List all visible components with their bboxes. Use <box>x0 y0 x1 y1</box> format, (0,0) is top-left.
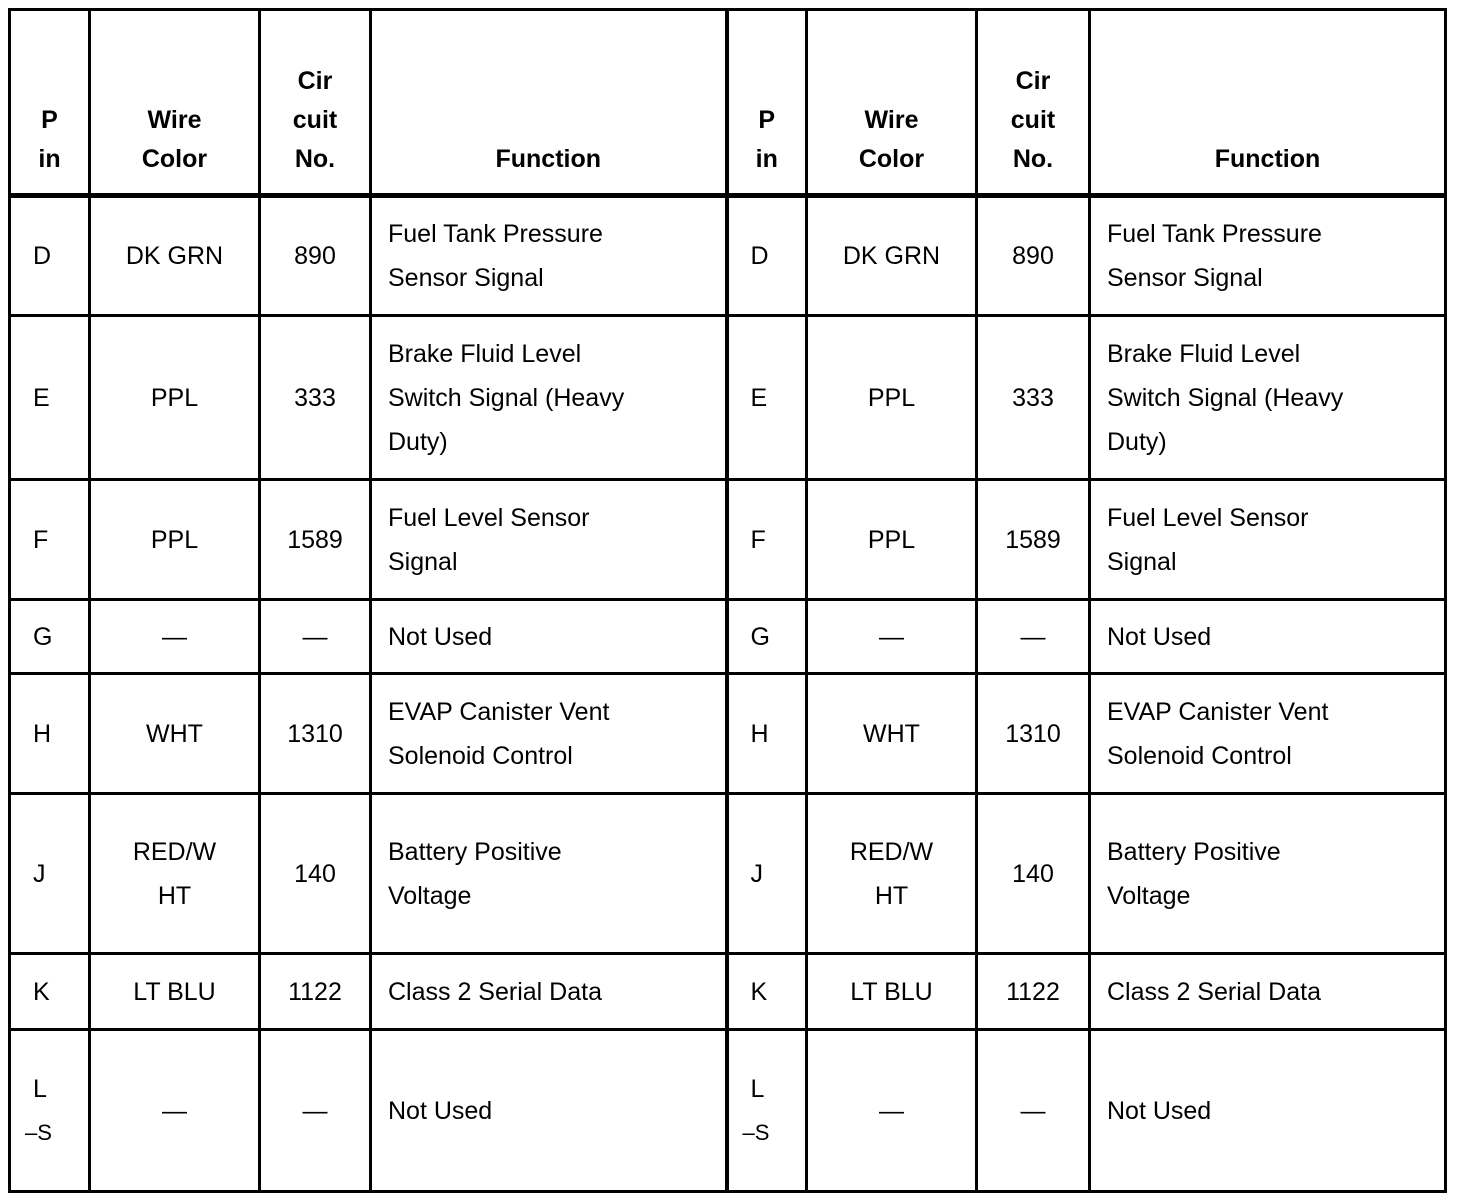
function-cell-2: EVAP Canister Vent Solenoid Control <box>1090 674 1446 794</box>
wire-color-cell: LT BLU <box>90 954 260 1030</box>
header-function: Function <box>371 10 727 196</box>
wire-color-cell-2: — <box>807 600 977 674</box>
header-wire-color: Wire Color <box>90 10 260 196</box>
header-pin: P in <box>10 10 90 196</box>
pin-cell: E <box>10 316 90 480</box>
table-row <box>10 794 1446 954</box>
table-row <box>10 196 1446 316</box>
function-cell-2: Not Used <box>1090 600 1446 674</box>
wire-color-cell: — <box>90 1030 260 1192</box>
pin-cell: L –S <box>10 1030 90 1192</box>
circuit-no-cell: — <box>260 1030 371 1192</box>
header-pin-2: P in <box>727 10 807 196</box>
circuit-no-cell-2: 1122 <box>977 954 1090 1030</box>
pin-table <box>8 8 1447 1193</box>
wire-color-cell-2: PPL <box>807 480 977 600</box>
wire-color-cell-2: RED/W HT <box>807 794 977 954</box>
pin-cell-2: L –S <box>727 1030 807 1192</box>
table-row <box>10 600 1446 674</box>
function-cell-2: Brake Fluid Level Switch Signal (Heavy Duty) <box>1090 316 1446 480</box>
circuit-no-cell: 890 <box>260 196 371 316</box>
pin-cell: K <box>10 954 90 1030</box>
header-circuit-no-2: Cir cuit No. <box>977 10 1090 196</box>
circuit-no-cell: 1589 <box>260 480 371 600</box>
table-row <box>10 954 1446 1030</box>
pin-cell-2: G <box>727 600 807 674</box>
table-row <box>10 480 1446 600</box>
header-circuit-no: Cir cuit No. <box>260 10 371 196</box>
wire-color-cell-2: DK GRN <box>807 196 977 316</box>
function-cell-2: Battery Positive Voltage <box>1090 794 1446 954</box>
pin-cell-2: F <box>727 480 807 600</box>
wire-color-cell: DK GRN <box>90 196 260 316</box>
circuit-no-cell: 140 <box>260 794 371 954</box>
function-cell: Brake Fluid Level Switch Signal (Heavy Duty) <box>371 316 727 480</box>
function-cell: Fuel Tank Pressure Sensor Signal <box>371 196 727 316</box>
function-cell-2: Fuel Level Sensor Signal <box>1090 480 1446 600</box>
function-cell: Class 2 Serial Data <box>371 954 727 1030</box>
circuit-no-cell: 1310 <box>260 674 371 794</box>
wire-color-cell: WHT <box>90 674 260 794</box>
table-row <box>10 316 1446 480</box>
circuit-no-cell-2: 1589 <box>977 480 1090 600</box>
table-row <box>10 1030 1446 1192</box>
pin-cell-2: H <box>727 674 807 794</box>
function-cell-2: Not Used <box>1090 1030 1446 1192</box>
function-cell: Not Used <box>371 600 727 674</box>
pin-cell: J <box>10 794 90 954</box>
circuit-no-cell-2: — <box>977 1030 1090 1192</box>
circuit-no-cell-2: 140 <box>977 794 1090 954</box>
header-wire-color-2: Wire Color <box>807 10 977 196</box>
function-cell: Fuel Level Sensor Signal <box>371 480 727 600</box>
pin-cell-2: D <box>727 196 807 316</box>
pin-cell: D <box>10 196 90 316</box>
header-row <box>10 10 1446 196</box>
wire-color-cell-2: LT BLU <box>807 954 977 1030</box>
wire-color-cell: RED/W HT <box>90 794 260 954</box>
circuit-no-cell-2: — <box>977 600 1090 674</box>
pin-cell: H <box>10 674 90 794</box>
function-cell-2: Class 2 Serial Data <box>1090 954 1446 1030</box>
function-cell-2: Fuel Tank Pressure Sensor Signal <box>1090 196 1446 316</box>
wire-color-cell-2: PPL <box>807 316 977 480</box>
function-cell: Battery Positive Voltage <box>371 794 727 954</box>
circuit-no-cell-2: 1310 <box>977 674 1090 794</box>
wire-color-cell: — <box>90 600 260 674</box>
wire-color-cell: PPL <box>90 480 260 600</box>
circuit-no-cell-2: 333 <box>977 316 1090 480</box>
wire-color-cell-2: — <box>807 1030 977 1192</box>
pin-cell: G <box>10 600 90 674</box>
circuit-no-cell: 1122 <box>260 954 371 1030</box>
circuit-no-cell: — <box>260 600 371 674</box>
pin-cell-2: E <box>727 316 807 480</box>
table-body <box>10 196 1446 1192</box>
pin-cell-2: J <box>727 794 807 954</box>
wire-color-cell: PPL <box>90 316 260 480</box>
function-cell: EVAP Canister Vent Solenoid Control <box>371 674 727 794</box>
pin-cell-2: K <box>727 954 807 1030</box>
function-cell: Not Used <box>371 1030 727 1192</box>
circuit-no-cell-2: 890 <box>977 196 1090 316</box>
circuit-no-cell: 333 <box>260 316 371 480</box>
table-header <box>10 10 1446 196</box>
table-row <box>10 674 1446 794</box>
pin-cell: F <box>10 480 90 600</box>
wire-color-cell-2: WHT <box>807 674 977 794</box>
header-function-2: Function <box>1090 10 1446 196</box>
